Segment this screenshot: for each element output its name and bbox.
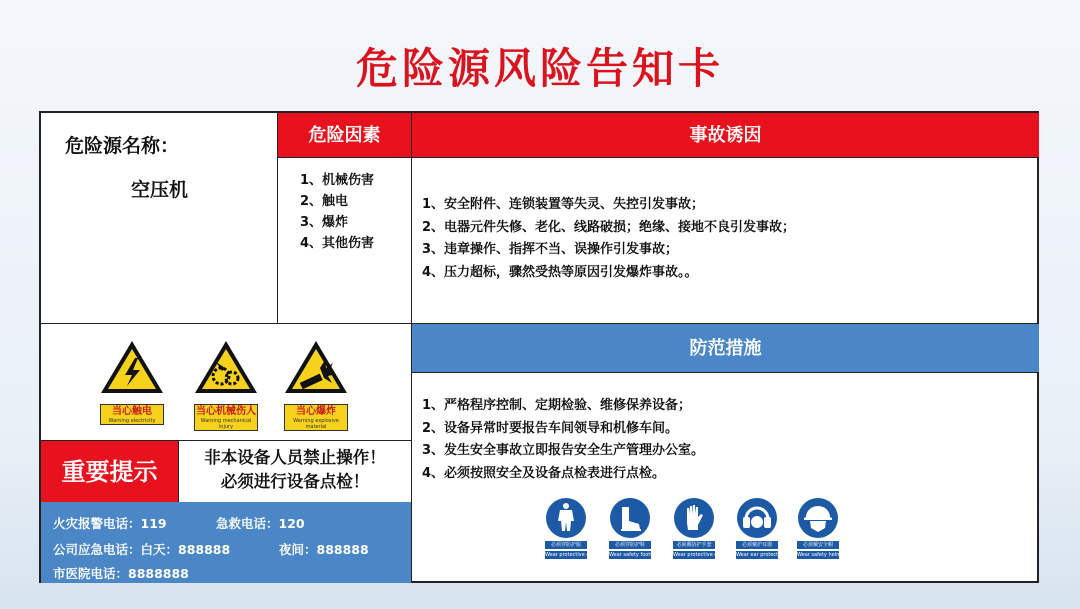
page-title: 危险源风险告知卡 xyxy=(355,44,724,93)
ppe-sign-sublabel: Wear safety footwear xyxy=(609,552,663,558)
ppe-sign-gloves xyxy=(672,497,731,559)
warning-sign-label: 当心机械伤人 xyxy=(196,406,256,417)
warning-sign-mechanical xyxy=(185,338,267,431)
hazard-source-label: 危险源名称： xyxy=(65,135,180,157)
risk-factor-item: 2、触电 xyxy=(300,194,349,209)
ppe-sign-ear xyxy=(735,497,786,559)
risk-factor-item: 1、机械伤害 xyxy=(300,173,375,188)
emergency-phone: 急救电话：120 xyxy=(216,516,305,531)
accident-causes-header: 事故诱因 xyxy=(412,113,1039,158)
ppe-sign-boots xyxy=(608,497,663,559)
explosion-warning-icon xyxy=(282,338,350,396)
accident-cause-item: 1、安全附件、连锁装置等失灵、失控引发事故； xyxy=(422,197,705,212)
important-notice-text xyxy=(179,440,412,502)
hazard-source-cell xyxy=(41,113,278,324)
preventive-measures-cell xyxy=(412,373,1039,583)
warning-sign-electric xyxy=(91,338,173,425)
risk-notice-card xyxy=(39,111,1039,583)
preventive-measure-item: 2、设备异常时要报告车间领导和机修车间。 xyxy=(422,420,679,436)
company-night-phone: 夜间：888888 xyxy=(279,542,369,557)
mechanical-injury-warning-icon xyxy=(192,338,260,396)
ppe-sign-label: 必须穿防护鞋 xyxy=(609,541,651,549)
important-notice-line: 必须进行设备点检！ xyxy=(220,472,370,491)
ppe-sign-label: 必须戴护耳器 xyxy=(736,541,778,549)
accident-cause-item: 2、电器元件失修、老化、线路破损；绝缘、接地不良引发事故； xyxy=(422,219,796,235)
ppe-sign-label: 必须穿防护服 xyxy=(545,541,587,549)
risk-factors-list xyxy=(300,170,374,254)
protective-gloves-icon xyxy=(673,497,715,539)
accident-causes-cell xyxy=(412,158,1039,324)
safety-helmet-icon xyxy=(797,497,839,539)
ppe-sign-sublabel: Wear safety helmet xyxy=(797,552,846,558)
ppe-sign-helmet xyxy=(796,497,846,559)
preventive-measures-list xyxy=(422,395,704,485)
ppe-sign-clothing xyxy=(544,497,605,559)
preventive-measure-item: 3、发生安全事故立即报告安全生产管理办公室。 xyxy=(422,443,705,458)
ppe-sign-sublabel: Wear protective gloves xyxy=(673,552,731,558)
warning-sign-label: 当心触电 xyxy=(112,406,152,417)
warning-sign-sublabel: Warning mechanical injury xyxy=(200,418,252,430)
risk-factor-item: 3、爆炸 xyxy=(300,215,349,230)
preventive-measure-item: 4、必须按照安全及设备点检表进行点检。 xyxy=(422,465,666,481)
protective-clothing-icon xyxy=(545,497,587,539)
preventive-measure-item: 1、严格程序控制、定期检验、维修保养设备； xyxy=(422,398,692,413)
emergency-contacts-cell xyxy=(41,502,412,583)
accident-causes-list xyxy=(422,194,795,284)
safety-boots-icon xyxy=(609,497,651,539)
accident-cause-item: 4、压力超标，骤然受热等原因引发爆炸事故。。 xyxy=(422,264,698,280)
warning-sign-sublabel: Warning electricity xyxy=(108,418,156,424)
warning-sign-label: 当心爆炸 xyxy=(296,406,336,417)
hazard-source-value: 空压机 xyxy=(130,179,188,201)
fire-phone: 火灾报警电话：119 xyxy=(53,516,167,531)
ppe-sign-label: 必须戴安全帽 xyxy=(797,541,839,549)
important-notice-label: 重要提示 xyxy=(41,440,179,502)
risk-factor-item: 4、其他伤害 xyxy=(300,236,375,251)
risk-factors-cell xyxy=(278,158,412,324)
electric-shock-warning-icon xyxy=(98,338,166,396)
warning-sign-sublabel: Warning explosive material xyxy=(293,418,339,430)
preventive-measures-header: 防范措施 xyxy=(412,324,1039,373)
ppe-sign-sublabel: Wear ear protection xyxy=(736,552,786,558)
hospital-phone: 市医院电话：8888888 xyxy=(53,566,189,581)
warning-signs-cell xyxy=(41,324,412,440)
accident-cause-item: 3、违章操作、指挥不当、误操作引发事故； xyxy=(422,242,679,257)
warning-sign-explosion xyxy=(275,338,357,431)
ppe-sign-sublabel: Wear protective clothes xyxy=(545,552,605,558)
risk-factors-header: 危险因素 xyxy=(278,113,412,158)
ear-protection-icon xyxy=(736,497,778,539)
important-notice-line: 非本设备人员禁止操作！ xyxy=(204,448,386,467)
ppe-sign-label: 必须戴防护手套 xyxy=(673,541,715,549)
company-day-phone: 公司应急电话：白天：888888 xyxy=(53,542,231,557)
